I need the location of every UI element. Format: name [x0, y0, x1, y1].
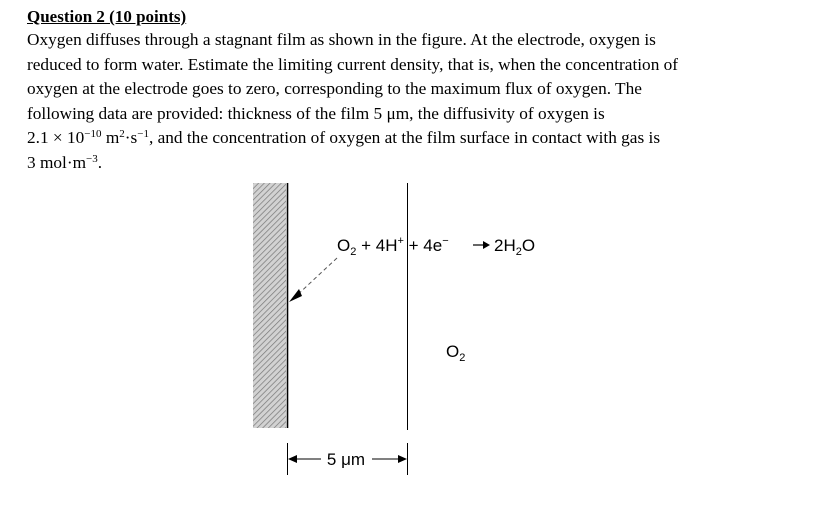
- reaction-arrow-head: [483, 241, 490, 249]
- reaction-electron-charge: −: [442, 235, 449, 247]
- diffusivity-unit-s: ·s: [124, 128, 138, 148]
- diffusivity-unit-m: m: [101, 128, 120, 148]
- question-line-3: oxygen at the electrode goes to zero, corresponding to the maximum flux of oxygen. The: [27, 79, 642, 99]
- o2-bulk-o: O: [446, 342, 460, 361]
- oxygen-flux-arrowhead: [289, 289, 302, 302]
- question-line-2: reduced to form water. Estimate the limiting current density, that is, when the concentration of: [27, 54, 679, 74]
- reaction-product-subscript: 2: [515, 246, 522, 258]
- dimension-arrow-right: [398, 455, 407, 463]
- reaction-electron-term: + 4e: [403, 236, 443, 255]
- diffusivity-coefficient: 2.1 × 10: [27, 128, 85, 148]
- oxygen-flux-dashed-line: [294, 258, 337, 298]
- reaction-product-h: 2H: [494, 236, 516, 255]
- question-title: Question 2 (10 points): [27, 7, 187, 26]
- electrode-hatched: [253, 183, 286, 428]
- diffusivity-unit-s-exponent: −1: [137, 128, 149, 141]
- reaction-equation: [337, 235, 449, 258]
- question-line-5-rest: , and the concentration of oxygen at the film surface in contact with gas is: [148, 128, 661, 148]
- concentration-value: 3 mol·m: [27, 152, 87, 172]
- dimension-arrow-left: [288, 455, 297, 463]
- o2-bulk-label: [446, 342, 465, 364]
- reaction-proton-term: + 4H: [356, 236, 398, 255]
- diffusivity-exponent: −10: [84, 128, 102, 141]
- reaction-o2-subscript: 2: [350, 246, 357, 258]
- o2-bulk-subscript: 2: [459, 352, 466, 364]
- concentration-exponent: −3: [86, 152, 98, 165]
- question-line-4: following data are provided: thickness of the film 5 μm, the diffusivity of oxygen is: [27, 103, 605, 123]
- reaction-proton-charge: +: [397, 235, 404, 247]
- reaction-o2-o: O: [337, 236, 351, 255]
- reaction-product: [494, 236, 535, 258]
- reaction-product-o: O: [521, 236, 536, 255]
- diffusivity-unit-m-exponent: 2: [119, 128, 125, 141]
- film-thickness-label: 5 μm: [326, 450, 366, 469]
- question-line-1: Oxygen diffuses through a stagnant film as shown in the figure. At the electrode, oxygen is: [27, 30, 656, 49]
- question-line-6-end: .: [97, 152, 103, 172]
